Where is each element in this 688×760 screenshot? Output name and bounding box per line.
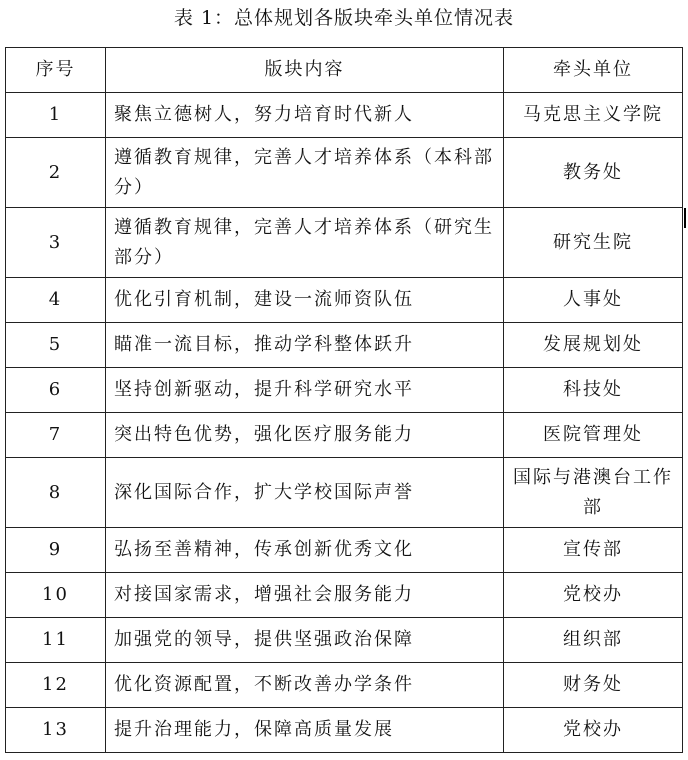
table-row xyxy=(6,618,683,663)
row-unit: 马克思主义学院 xyxy=(504,93,683,138)
row-content: 遵循教育规律，完善人才培养体系（本科部分） xyxy=(106,138,504,208)
text-cursor xyxy=(684,208,686,228)
row-unit: 医院管理处 xyxy=(504,413,683,458)
header-no: 序号 xyxy=(6,48,106,93)
row-unit: 财务处 xyxy=(504,663,683,708)
row-content: 聚焦立德树人，努力培育时代新人 xyxy=(106,93,504,138)
row-content: 优化资源配置，不断改善办学条件 xyxy=(106,663,504,708)
row-content: 优化引育机制，建设一流师资队伍 xyxy=(106,278,504,323)
row-content: 突出特色优势，强化医疗服务能力 xyxy=(106,413,504,458)
row-no: 1 xyxy=(6,93,106,138)
row-unit: 宣传部 xyxy=(504,528,683,573)
row-no: 12 xyxy=(6,663,106,708)
row-unit: 研究生院 xyxy=(504,208,683,278)
table-row xyxy=(6,663,683,708)
row-unit: 人事处 xyxy=(504,278,683,323)
page-title: 表 1：总体规划各版块牵头单位情况表 xyxy=(173,7,515,29)
row-unit: 组织部 xyxy=(504,618,683,663)
table-row xyxy=(6,413,683,458)
table-row xyxy=(6,708,683,753)
row-no: 7 xyxy=(6,413,106,458)
table-row xyxy=(6,458,683,528)
row-unit: 科技处 xyxy=(504,368,683,413)
table-row xyxy=(6,573,683,618)
row-content: 弘扬至善精神，传承创新优秀文化 xyxy=(106,528,504,573)
row-no: 3 xyxy=(6,208,106,278)
table-row xyxy=(6,138,683,208)
row-content: 提升治理能力，保障高质量发展 xyxy=(106,708,504,753)
table-row xyxy=(6,528,683,573)
row-no: 10 xyxy=(6,573,106,618)
table-row xyxy=(6,93,683,138)
row-no: 2 xyxy=(6,138,106,208)
table-header-row xyxy=(6,48,683,93)
row-unit: 党校办 xyxy=(504,573,683,618)
row-no: 13 xyxy=(6,708,106,753)
row-no: 5 xyxy=(6,323,106,368)
header-content: 版块内容 xyxy=(106,48,504,93)
row-no: 9 xyxy=(6,528,106,573)
row-content: 遵循教育规律，完善人才培养体系（研究生部分） xyxy=(106,208,504,278)
row-content: 深化国际合作，扩大学校国际声誉 xyxy=(106,458,504,528)
table-row xyxy=(6,278,683,323)
row-unit: 国际与港澳台工作部 xyxy=(504,458,683,528)
row-no: 4 xyxy=(6,278,106,323)
row-no: 6 xyxy=(6,368,106,413)
row-unit: 教务处 xyxy=(504,138,683,208)
row-no: 8 xyxy=(6,458,106,528)
row-content: 加强党的领导，提供坚强政治保障 xyxy=(106,618,504,663)
table-row xyxy=(6,368,683,413)
row-content: 瞄准一流目标，推动学科整体跃升 xyxy=(106,323,504,368)
row-unit: 发展规划处 xyxy=(504,323,683,368)
table-row xyxy=(6,208,683,278)
row-content: 坚持创新驱动，提升科学研究水平 xyxy=(106,368,504,413)
row-no: 11 xyxy=(6,618,106,663)
plan-table xyxy=(5,47,683,753)
row-content: 对接国家需求，增强社会服务能力 xyxy=(106,573,504,618)
row-unit: 党校办 xyxy=(504,708,683,753)
header-unit: 牵头单位 xyxy=(504,48,683,93)
table-row xyxy=(6,323,683,368)
